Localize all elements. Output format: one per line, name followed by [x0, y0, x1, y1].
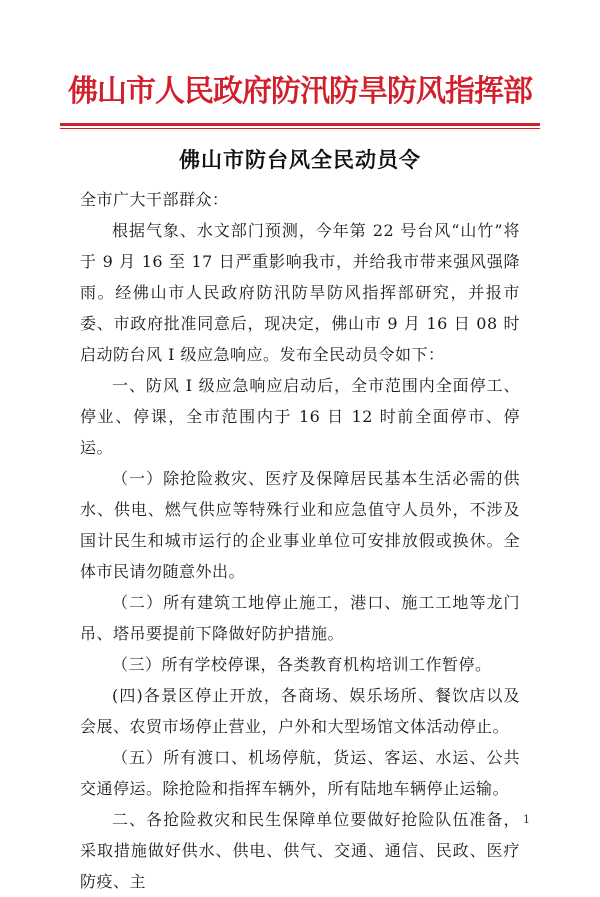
letterhead-org-name: 佛山市人民政府防汛防旱防风指挥部: [68, 74, 532, 109]
paragraph-item-4: (四)各景区停止开放，各商场、娱乐场所、餐饮店以及会展、农贸市场停止营业，户外和大型场馆文体活动停止。: [80, 686, 520, 736]
page-number: 1: [523, 813, 530, 826]
salutation: 全市广大干部群众：: [80, 190, 229, 209]
document-body: [80, 184, 520, 897]
paragraph-item-5: （五）所有渡口、机场停航，货运、客运、水运、公共交通停运。除抢险和指挥车辆外，所有陆地车辆停止运输。: [80, 748, 520, 798]
paragraph-item-1: （一）除抢险救灾、医疗及保障居民基本生活必需的供水、供电、燃气供应等特殊行业和应急值守人员外，不涉及国计民生和城市运行的企业事业单位可安排放假或换休。全体市民请勿随意外出。: [80, 469, 520, 581]
paragraph-item-3: （三）所有学校停课，各类教育机构培训工作暂停。: [112, 655, 492, 674]
paragraph-intro: 根据气象、水文部门预测，今年第 22 号台风“山竹”将于 9 月 16 至 17 日严重影响我市，并给我市带来强风强降雨。经佛山市人民政府防汛防旱防风指挥部研究，并报市委、市政府批准同意后，现决定，佛山市 9 月 16 日 08 时启动防台风 I 级应急响应。发布全民动员令如下：: [80, 221, 520, 364]
letterhead-red-rule: [60, 123, 540, 126]
paragraph-item-2: （二）所有建筑工地停止施工，港口、施工工地等龙门吊、塔吊要提前下降做好防护措施。: [80, 593, 520, 643]
paragraph-section-2: 二、各抢险救灾和民生保障单位要做好抢险队伍准备，采取措施做好供水、供电、供气、交通、通信、民政、医疗防疫、主: [80, 810, 520, 891]
document-title: 佛山市防台风全民动员令: [179, 147, 421, 172]
paragraph-section-1: 一、防风 I 级应急响应启动后，全市范围内全面停工、停业、停课，全市范围内于 16 日 12 时前全面停市、停运。: [80, 376, 520, 457]
letterhead-red-rule-thin: [60, 128, 540, 129]
